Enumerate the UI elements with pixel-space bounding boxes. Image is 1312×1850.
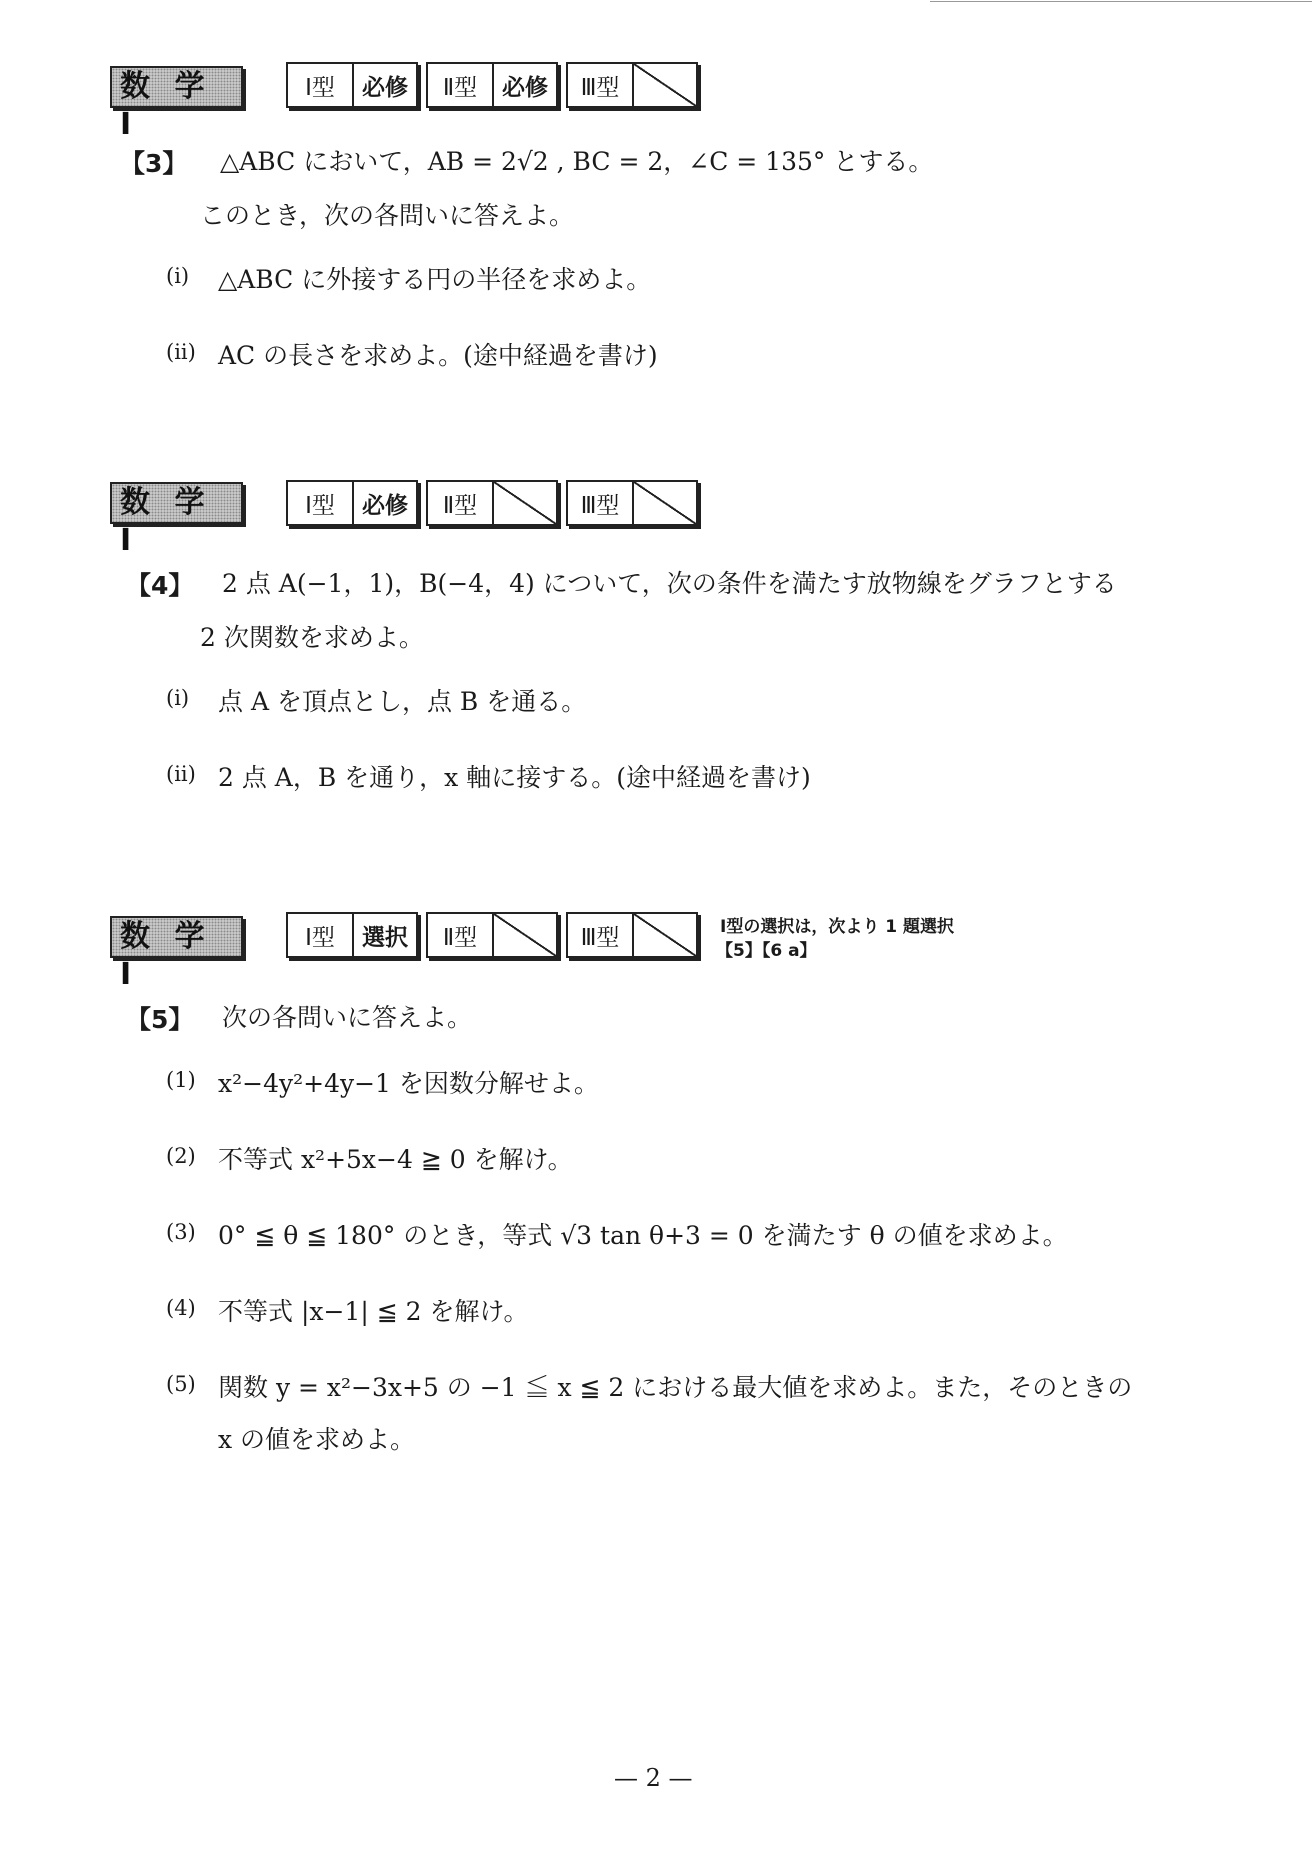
question-intro-line2: このとき，次の各問いに答えよ。 bbox=[200, 201, 575, 230]
item-text: 点 A を頂点とし，点 B を通る。 bbox=[218, 687, 587, 716]
type-label: Ⅰ型 bbox=[288, 914, 354, 956]
type-label: Ⅰ型 bbox=[288, 482, 354, 524]
type-label: Ⅱ型 bbox=[428, 914, 494, 956]
selection-note-items: 【5】【6 a】 bbox=[716, 941, 817, 961]
type-status-slashed bbox=[634, 64, 696, 106]
item-label: (i) bbox=[166, 686, 190, 710]
type-status: 必修 bbox=[362, 492, 408, 519]
question-number: 【5】 bbox=[126, 1005, 194, 1034]
item-label: (3) bbox=[166, 1220, 196, 1244]
item-label: (i) bbox=[166, 264, 190, 288]
item-label: (ii) bbox=[166, 762, 196, 786]
item-text: △ABC に外接する円の半径を求めよ。 bbox=[218, 265, 652, 294]
item-label: (1) bbox=[166, 1068, 196, 1092]
type-box-2 bbox=[426, 62, 558, 108]
question-number: 【3】 bbox=[120, 149, 188, 178]
type-box-3 bbox=[566, 912, 698, 958]
question-number: 【4】 bbox=[126, 571, 194, 600]
type-label: Ⅲ型 bbox=[568, 64, 634, 106]
item-text: AC の長さを求めよ。(途中経過を書け) bbox=[218, 341, 658, 370]
item-text: 0° ≦ θ ≦ 180° のとき，等式 √3 tan θ+3 = 0 を満たす θ の値を求めよ。 bbox=[218, 1221, 1068, 1250]
item-text-line2: x の値を求めよ。 bbox=[218, 1425, 416, 1454]
item-text: 不等式 |x−1| ≦ 2 を解け。 bbox=[218, 1297, 529, 1326]
type-box-2 bbox=[426, 480, 558, 526]
question-intro-line2: 2 次関数を求めよ。 bbox=[200, 623, 424, 652]
item-text: x²−4y²+4y−1 を因数分解せよ。 bbox=[218, 1069, 599, 1098]
type-box-3 bbox=[566, 62, 698, 108]
type-label: Ⅲ型 bbox=[568, 914, 634, 956]
subject-label: 数 学 Ⅰ bbox=[110, 916, 243, 958]
type-label: Ⅰ型 bbox=[288, 64, 354, 106]
type-box-3 bbox=[566, 480, 698, 526]
subject-label: 数 学 Ⅰ bbox=[110, 482, 243, 524]
item-label: (4) bbox=[166, 1296, 196, 1320]
subject-label: 数 学 Ⅰ bbox=[110, 66, 243, 108]
item-text: 不等式 x²+5x−4 ≧ 0 を解け。 bbox=[218, 1145, 573, 1174]
type-status-slashed bbox=[634, 482, 696, 524]
type-box-1 bbox=[286, 62, 418, 108]
type-box-1 bbox=[286, 480, 418, 526]
type-status: 選択 bbox=[362, 924, 408, 951]
type-status-slashed bbox=[494, 914, 556, 956]
item-label: (2) bbox=[166, 1144, 196, 1168]
page-number: — 2 — bbox=[614, 1764, 693, 1792]
item-label: (5) bbox=[166, 1372, 196, 1396]
item-label: (ii) bbox=[166, 340, 196, 364]
type-box-1 bbox=[286, 912, 418, 958]
scan-edge-line bbox=[930, 1, 1312, 2]
type-status-slashed bbox=[634, 914, 696, 956]
selection-note: Ⅰ型の選択は，次より 1 題選択 bbox=[720, 917, 954, 937]
question-intro: 次の各問いに答えよ。 bbox=[222, 1003, 473, 1032]
type-label: Ⅱ型 bbox=[428, 64, 494, 106]
item-text: 関数 y = x²−3x+5 の −1 ≦ x ≦ 2 における最大値を求めよ。また，そのときの bbox=[218, 1373, 1133, 1402]
type-status-slashed bbox=[494, 482, 556, 524]
question-intro: 2 点 A(−1，1)，B(−4，4) について，次の条件を満たす放物線をグラフとする bbox=[222, 569, 1117, 598]
type-status: 必修 bbox=[502, 74, 548, 101]
item-text: 2 点 A，B を通り，x 軸に接する。(途中経過を書け) bbox=[218, 763, 811, 792]
type-label: Ⅱ型 bbox=[428, 482, 494, 524]
question-intro: △ABC において，AB = 2√2 , BC = 2，∠C = 135° とする。 bbox=[220, 147, 934, 176]
type-box-2 bbox=[426, 912, 558, 958]
type-label: Ⅲ型 bbox=[568, 482, 634, 524]
type-status: 必修 bbox=[362, 74, 408, 101]
